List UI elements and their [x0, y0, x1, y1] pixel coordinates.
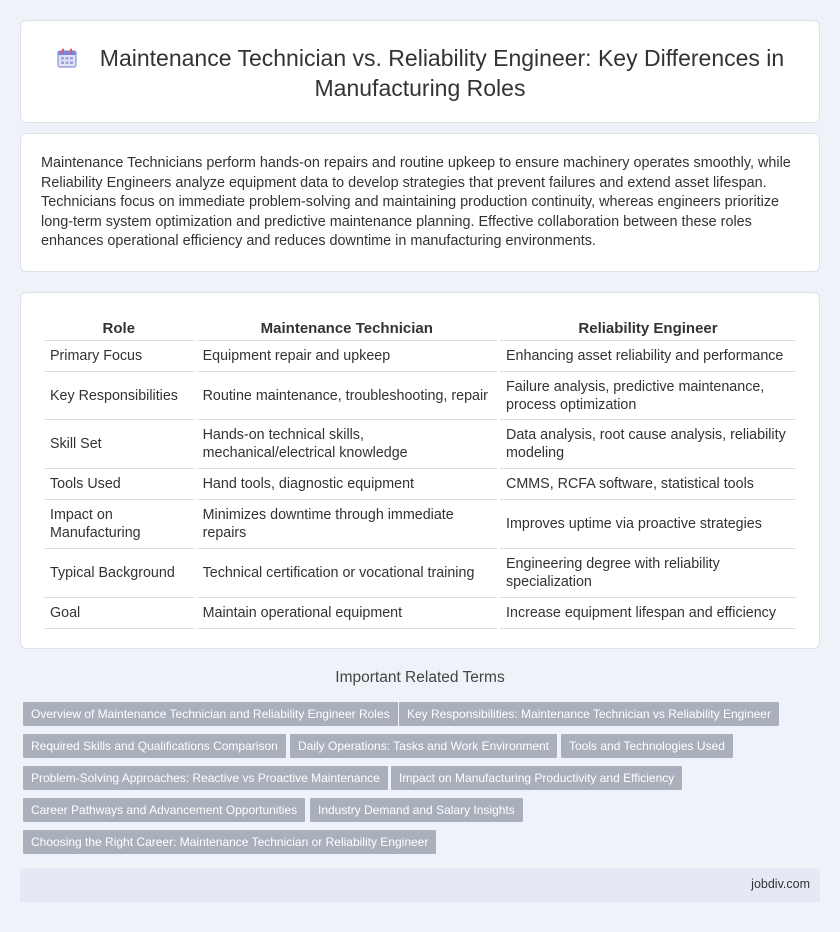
footer-site-link[interactable]: jobdiv.com	[751, 877, 810, 891]
related-term-tag[interactable]: Required Skills and Qualifications Comparison	[23, 734, 286, 758]
engineer-cell: Data analysis, root cause analysis, reliability modeling	[500, 420, 796, 469]
row-label: Impact on Manufacturing	[44, 500, 194, 549]
related-term-tag[interactable]: Industry Demand and Salary Insights	[310, 798, 523, 822]
row-label: Skill Set	[44, 420, 194, 469]
row-label: Primary Focus	[44, 341, 194, 372]
row-label: Goal	[44, 598, 194, 629]
technician-cell: Technical certification or vocational training	[197, 549, 497, 598]
technician-cell: Maintain operational equipment	[197, 598, 497, 629]
related-terms-title: Important Related Terms	[335, 669, 505, 686]
related-term-tag[interactable]: Daily Operations: Tasks and Work Environment	[290, 734, 557, 758]
engineer-cell: Improves uptime via proactive strategies	[500, 500, 796, 549]
related-term-tag[interactable]: Key Responsibilities: Maintenance Technician vs Reliability Engineer	[399, 702, 779, 726]
table-row	[44, 469, 796, 500]
header-reliability-engineer: Reliability Engineer	[500, 313, 796, 341]
engineer-cell: CMMS, RCFA software, statistical tools	[500, 469, 796, 500]
technician-cell: Routine maintenance, troubleshooting, repair	[197, 372, 497, 420]
technician-cell: Equipment repair and upkeep	[197, 341, 497, 372]
row-label: Key Responsibilities	[44, 372, 194, 420]
table-row	[44, 341, 796, 372]
table-row	[44, 598, 796, 629]
row-label: Typical Background	[44, 549, 194, 598]
intro-card	[20, 133, 820, 272]
technician-cell: Minimizes downtime through immediate repairs	[197, 500, 497, 549]
table-row	[44, 372, 796, 420]
technician-cell: Hands-on technical skills, mechanical/electrical knowledge	[197, 420, 497, 469]
page-title-wrap	[21, 43, 819, 103]
engineer-cell: Failure analysis, predictive maintenance, process optimization	[500, 372, 796, 420]
engineer-cell: Increase equipment lifespan and efficiency	[500, 598, 796, 629]
related-term-tag[interactable]: Overview of Maintenance Technician and Reliability Engineer Roles	[23, 702, 398, 726]
header-maintenance-technician: Maintenance Technician	[197, 313, 497, 341]
table-row	[44, 549, 796, 598]
table-header-row	[44, 313, 796, 341]
technician-cell: Hand tools, diagnostic equipment	[197, 469, 497, 500]
footer	[20, 868, 820, 902]
intro-paragraph: Maintenance Technicians perform hands-on repairs and routine upkeep to ensure machinery operates smoothly, while Reliability Engineers analyze equipment data to develop strategies that prevent failures and extend asset lifespan. Technicians focus on immediate problem-solving and maintaining production continuity, whereas engineers prioritize long-term system optimization and predictive maintenance planning. Effective collaboration between these roles enhances operational efficiency and reduces downtime in manufacturing environments.	[41, 155, 791, 250]
engineer-cell: Engineering degree with reliability specialization	[500, 549, 796, 598]
related-term-tag[interactable]: Tools and Technologies Used	[561, 734, 733, 758]
comparison-card	[20, 292, 820, 649]
page-title: Maintenance Technician vs. Reliability Engineer: Key Differences in Manufacturing Roles	[99, 45, 785, 101]
related-term-tag[interactable]: Choosing the Right Career: Maintenance Technician or Reliability Engineer	[23, 830, 436, 854]
related-term-tag[interactable]: Career Pathways and Advancement Opportunities	[23, 798, 305, 822]
table-row	[44, 420, 796, 469]
header-card	[20, 20, 820, 123]
related-term-tag[interactable]: Problem-Solving Approaches: Reactive vs Proactive Maintenance	[23, 766, 388, 790]
calendar-icon	[56, 46, 78, 68]
table-row	[44, 500, 796, 549]
comparison-table	[41, 313, 799, 629]
engineer-cell: Enhancing asset reliability and performance	[500, 341, 796, 372]
related-term-tag[interactable]: Impact on Manufacturing Productivity and Efficiency	[391, 766, 682, 790]
header-role: Role	[44, 313, 194, 341]
row-label: Tools Used	[44, 469, 194, 500]
